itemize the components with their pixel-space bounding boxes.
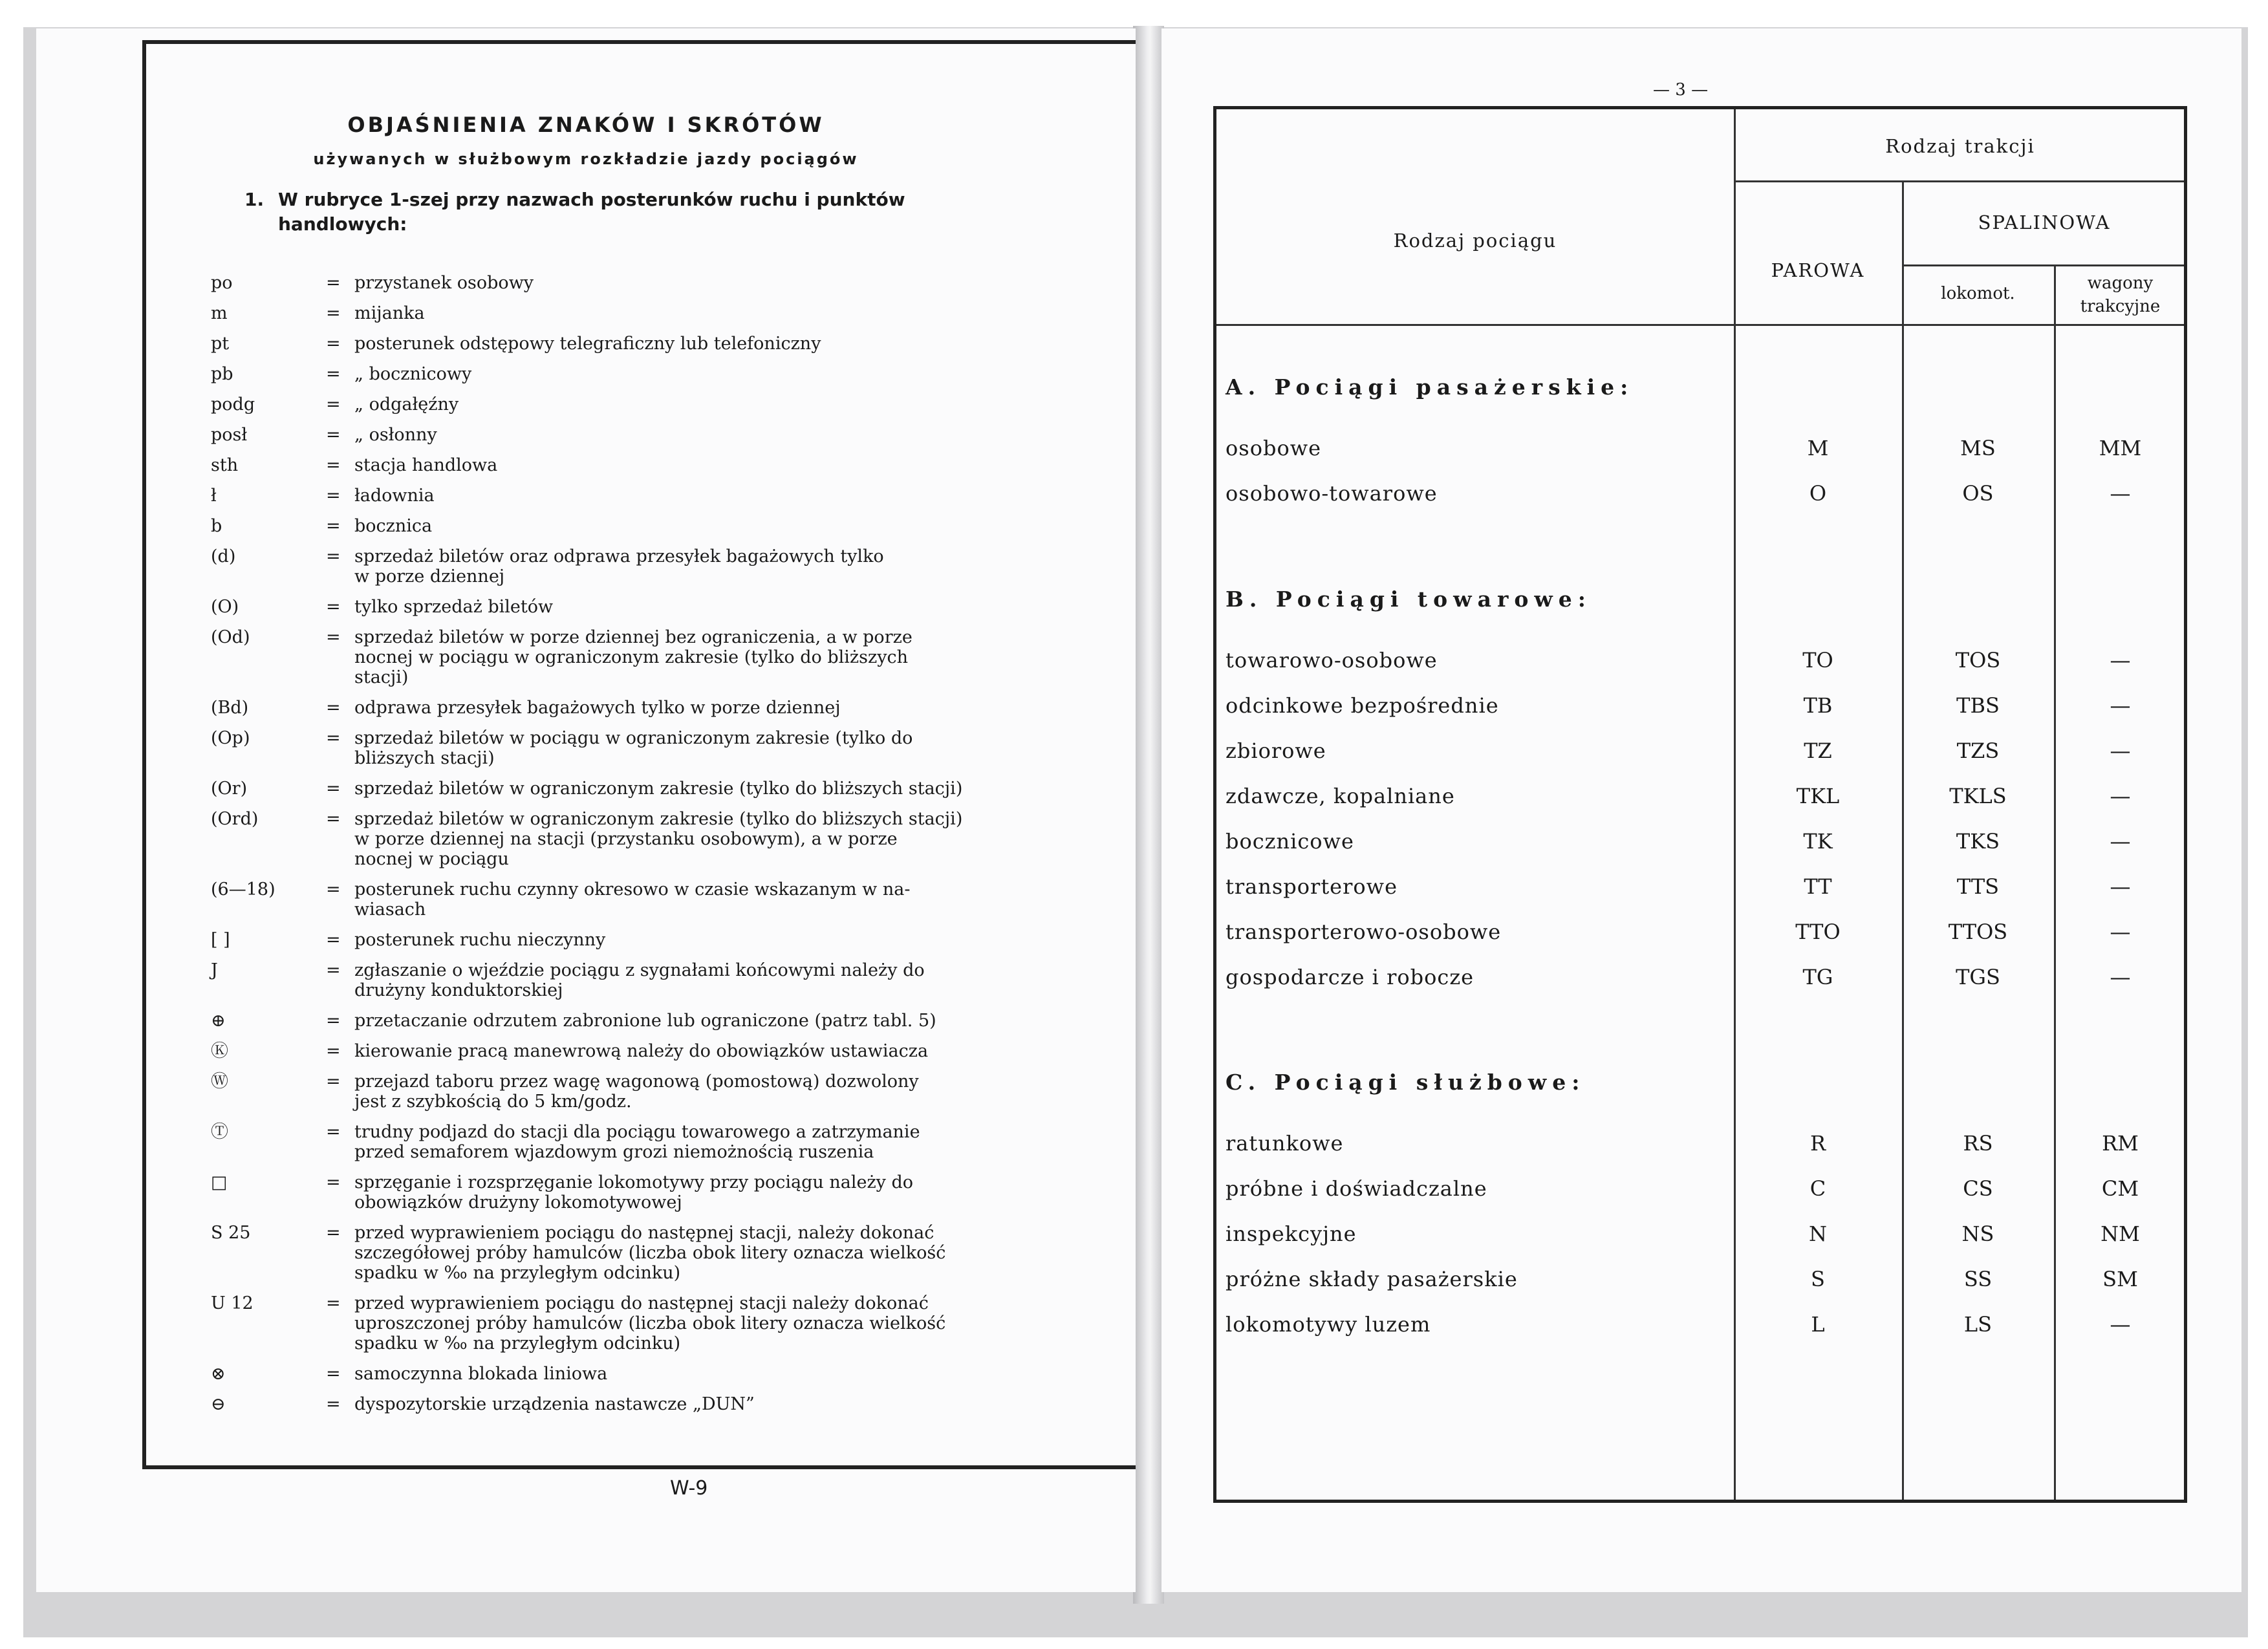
abbreviation-meaning xyxy=(354,334,1118,354)
equals-sign: = xyxy=(326,1172,341,1192)
abbreviation-meaning xyxy=(354,809,1118,869)
meaning-line: sprzedaż biletów oraz odprawa przesyłek bagażowych tylko xyxy=(354,546,884,566)
meaning-line: wiasach xyxy=(354,900,426,920)
equals-sign: = xyxy=(326,425,341,445)
abbreviation-meaning xyxy=(354,273,1118,293)
code-wagony: — xyxy=(2110,965,2131,989)
meaning-line: „ bocznicowy xyxy=(354,364,472,384)
code-wagony: — xyxy=(2110,829,2131,854)
meaning-line: przejazd taboru przez wagę wagonową (pomostową) dozwolony xyxy=(354,1072,919,1092)
meaning-line: stacja handlowa xyxy=(354,455,498,475)
abbreviation-entry xyxy=(211,1041,1136,1061)
equals-sign: = xyxy=(326,1223,341,1243)
equals-sign: = xyxy=(326,779,341,799)
abbreviation-key: sth xyxy=(211,455,239,475)
meaning-line: kierowanie pracą manewrową należy do obowiązków ustawiacza xyxy=(354,1041,929,1061)
abbreviation-meaning xyxy=(354,516,1118,536)
left-page-subtitle: używanych w służbowym rozkładzie jazdy pociągów xyxy=(313,150,859,168)
abbreviation-key: U 12 xyxy=(211,1293,254,1313)
abbreviation-entry xyxy=(211,394,1136,415)
code-parowa: L xyxy=(1811,1312,1825,1337)
train-type-name: osobowo-towarowe xyxy=(1226,481,1438,506)
code-lokomot: MS xyxy=(1960,436,1996,460)
code-lokomot: TKLS xyxy=(1949,784,2007,808)
code-lokomot: TTS xyxy=(1956,874,2000,899)
left-page xyxy=(36,28,1136,1592)
abbreviation-meaning xyxy=(354,1223,1118,1283)
abbreviation-meaning xyxy=(354,1293,1118,1353)
meaning-line: w porze dziennej xyxy=(354,566,505,587)
section-title: C. Pociągi służbowe: xyxy=(1226,1070,1586,1095)
code-wagony: MM xyxy=(2099,436,2142,460)
meaning-line: sprzedaż biletów w ograniczonym zakresie (tylko do bliższych stacji) xyxy=(354,809,963,829)
equals-sign: = xyxy=(326,809,341,829)
abbreviation-key: podg xyxy=(211,394,255,415)
equals-sign: = xyxy=(326,1041,341,1061)
meaning-line: posterunek ruchu nieczynny xyxy=(354,930,606,950)
code-lokomot: TGS xyxy=(1956,965,2000,989)
abbreviation-key: Ⓦ xyxy=(211,1072,228,1092)
abbreviation-entry xyxy=(211,809,1136,869)
code-lokomot: TBS xyxy=(1956,693,2000,718)
code-parowa: R xyxy=(1809,1131,1826,1156)
code-lokomot: CS xyxy=(1963,1176,1993,1201)
equals-sign: = xyxy=(326,1394,341,1414)
abbreviation-entry xyxy=(211,546,1136,587)
code-parowa: TT xyxy=(1804,874,1832,899)
meaning-line: jest z szybkością do 5 km/godz. xyxy=(354,1092,632,1112)
abbreviation-entry xyxy=(211,1011,1136,1031)
abbreviation-entry xyxy=(211,516,1136,536)
abbreviation-key: (Ord) xyxy=(211,809,259,829)
code-lokomot: TZS xyxy=(1956,738,2000,763)
code-lokomot: SS xyxy=(1963,1267,1993,1291)
code-parowa: TKL xyxy=(1796,784,1840,808)
section-title: A. Pociągi pasażerskie: xyxy=(1226,374,1634,400)
train-type-name: ratunkowe xyxy=(1226,1131,1344,1156)
meaning-line: samoczynna blokada liniowa xyxy=(354,1364,608,1384)
table-hline xyxy=(1734,180,2184,182)
code-wagony: — xyxy=(2110,920,2131,944)
abbreviation-key: Ⓚ xyxy=(211,1041,228,1061)
abbreviation-meaning xyxy=(354,960,1118,1000)
train-type-name: transporterowo-osobowe xyxy=(1226,920,1502,944)
code-parowa: C xyxy=(1809,1176,1826,1201)
abbreviation-key: m xyxy=(211,303,228,323)
meaning-line: przystanek osobowy xyxy=(354,273,534,293)
meaning-line: sprzęganie i rozsprzęganie lokomotywy przy pociągu należy do xyxy=(354,1172,914,1192)
meaning-line: stacji) xyxy=(354,667,409,687)
code-wagony: — xyxy=(2110,481,2131,506)
code-wagony: RM xyxy=(2102,1131,2139,1156)
abbreviation-entry xyxy=(211,425,1136,445)
meaning-line: drużyny konduktorskiej xyxy=(354,980,563,1000)
intro-number: 1. xyxy=(244,189,265,210)
equals-sign: = xyxy=(326,1293,341,1313)
meaning-line: przed semaforem wjazdowym grozi niemożnością ruszenia xyxy=(354,1142,874,1162)
equals-sign: = xyxy=(326,546,341,566)
code-lokomot: RS xyxy=(1963,1131,1993,1156)
code-parowa: TK xyxy=(1803,829,1833,854)
meaning-line: ładownia xyxy=(354,486,435,506)
abbreviation-key: ł xyxy=(211,486,217,506)
equals-sign: = xyxy=(326,627,341,647)
abbreviation-entry xyxy=(211,455,1136,475)
code-parowa: TZ xyxy=(1804,738,1832,763)
equals-sign: = xyxy=(326,455,341,475)
code-lokomot: LS xyxy=(1963,1312,1993,1337)
book-gutter xyxy=(1133,26,1164,1604)
meaning-line: posterunek odstępowy telegraficzny lub telefoniczny xyxy=(354,334,821,354)
abbreviation-entry xyxy=(211,698,1136,718)
footer-mark: W-9 xyxy=(670,1477,708,1500)
meaning-line: spadku w ‰ na przyległym odcinku) xyxy=(354,1263,681,1283)
abbreviation-key: (6—18) xyxy=(211,879,275,900)
equals-sign: = xyxy=(326,1011,341,1031)
meaning-line: szczegółowej próby hamulców (liczba obok litery oznacza wielkość xyxy=(354,1243,946,1263)
abbreviation-meaning xyxy=(354,627,1118,687)
abbreviation-entry xyxy=(211,1364,1136,1384)
code-wagony: — xyxy=(2110,784,2131,808)
code-parowa: S xyxy=(1811,1267,1825,1291)
abbreviation-meaning xyxy=(354,1172,1118,1212)
train-type-name: inspekcyjne xyxy=(1226,1222,1357,1246)
equals-sign: = xyxy=(326,516,341,536)
equals-sign: = xyxy=(326,394,341,415)
meaning-line: nocnej w pociągu xyxy=(354,849,509,869)
code-parowa: TO xyxy=(1802,648,1833,673)
abbreviation-key: J xyxy=(211,960,218,980)
code-lokomot: TTOS xyxy=(1948,920,2008,944)
intro-text: W rubryce 1-szej przy nazwach posterunków ruchu i punktów xyxy=(278,189,905,210)
train-type-name: gospodarcze i robocze xyxy=(1226,965,1474,989)
abbreviation-meaning xyxy=(354,1364,1118,1384)
abbreviation-meaning xyxy=(354,1041,1118,1061)
abbreviation-entry xyxy=(211,627,1136,687)
code-lokomot: OS xyxy=(1962,481,1994,506)
left-page-title: OBJAŚNIENIA ZNAKÓW I SKRÓTÓW xyxy=(347,113,825,137)
abbreviation-key: posł xyxy=(211,425,248,445)
train-type-name: towarowo-osobowe xyxy=(1226,648,1438,673)
abbreviation-entry xyxy=(211,879,1136,920)
meaning-line: dyspozytorskie urządzenia nastawcze „DUN” xyxy=(354,1394,755,1414)
right-page xyxy=(1161,28,2241,1592)
meaning-line: bliższych stacji) xyxy=(354,748,495,768)
abbreviation-meaning xyxy=(354,930,1118,950)
meaning-line: przetaczanie odrzutem zabronione lub ograniczone (patrz tabl. 5) xyxy=(354,1011,936,1031)
code-lokomot: TKS xyxy=(1956,829,2000,854)
code-wagony: — xyxy=(2110,693,2131,718)
train-type-table xyxy=(1213,106,2187,1503)
meaning-line: „ osłonny xyxy=(354,425,437,445)
abbreviation-meaning xyxy=(354,394,1118,415)
train-type-name: osobowe xyxy=(1226,436,1322,460)
meaning-line: odprawa przesyłek bagażowych tylko w porze dziennej xyxy=(354,698,841,718)
abbreviation-key: [ ] xyxy=(211,930,230,950)
abbreviation-entry xyxy=(211,364,1136,384)
abbreviation-key: ⊗ xyxy=(211,1364,226,1384)
abbreviation-meaning xyxy=(354,1011,1118,1031)
equals-sign: = xyxy=(326,879,341,900)
abbreviation-key: pb xyxy=(211,364,233,384)
abbreviation-entry xyxy=(211,1172,1136,1212)
abbreviation-meaning xyxy=(354,425,1118,445)
meaning-line: przed wyprawieniem pociągu do następnej stacji należy dokonać xyxy=(354,1293,929,1313)
meaning-line: trudny podjazd do stacji dla pociągu towarowego a zatrzymanie xyxy=(354,1122,920,1142)
table-header-bottom xyxy=(1216,324,2184,326)
equals-sign: = xyxy=(326,364,341,384)
abbreviation-entry xyxy=(211,779,1136,799)
abbreviation-key: □ xyxy=(211,1172,228,1192)
abbreviation-key: ⊕ xyxy=(211,1011,226,1031)
train-type-name: próżne składy pasażerskie xyxy=(1226,1267,1518,1291)
header-rodzaj-pociagu: Rodzaj pociągu xyxy=(1393,230,1557,252)
code-wagony: — xyxy=(2110,648,2131,673)
equals-sign: = xyxy=(326,334,341,354)
abbreviation-key: b xyxy=(211,516,222,536)
equals-sign: = xyxy=(326,1122,341,1142)
equals-sign: = xyxy=(326,698,341,718)
abbreviation-key: (d) xyxy=(211,546,236,566)
code-wagony: — xyxy=(2110,874,2131,899)
meaning-line: obowiązków drużyny lokomotywowej xyxy=(354,1192,682,1212)
meaning-line: sprzedaż biletów w porze dziennej bez ograniczenia, a w porze xyxy=(354,627,913,647)
meaning-line: zgłaszanie o wjeździe pociągu z sygnałami końcowymi należy do xyxy=(354,960,925,980)
code-lokomot: NS xyxy=(1961,1222,1994,1246)
code-wagony: — xyxy=(2110,1312,2131,1337)
abbreviation-meaning xyxy=(354,779,1118,799)
meaning-line: sprzedaż biletów w ograniczonym zakresie (tylko do bliższych stacji) xyxy=(354,779,963,799)
header-rodzaj-trakcji: Rodzaj trakcji xyxy=(1885,135,2035,157)
code-parowa: TTO xyxy=(1795,920,1841,944)
header-trakcyjne: trakcyjne xyxy=(2080,297,2161,316)
equals-sign: = xyxy=(326,930,341,950)
code-parowa: TG xyxy=(1802,965,1833,989)
abbreviation-key: (Or) xyxy=(211,779,248,799)
abbreviation-entry xyxy=(211,960,1136,1000)
code-wagony: CM xyxy=(2101,1176,2139,1201)
abbreviation-entry xyxy=(211,334,1136,354)
train-type-name: zbiorowe xyxy=(1226,738,1326,763)
meaning-line: „ odgałęźny xyxy=(354,394,459,415)
abbreviation-entry xyxy=(211,1122,1136,1162)
meaning-line: tylko sprzedaż biletów xyxy=(354,597,554,617)
meaning-line: posterunek ruchu czynny okresowo w czasie wskazanym w na- xyxy=(354,879,911,900)
abbreviation-key: ⊖ xyxy=(211,1394,226,1414)
section-intro xyxy=(244,188,1085,237)
abbreviation-key: po xyxy=(211,273,233,293)
train-type-name: lokomotywy luzem xyxy=(1226,1312,1431,1337)
abbreviation-meaning xyxy=(354,1394,1118,1414)
abbreviation-entry xyxy=(211,930,1136,950)
train-type-name: transporterowe xyxy=(1226,874,1398,899)
meaning-line: w porze dziennej na stacji (przystanku osobowym), a w porze xyxy=(354,829,898,849)
page-number: — 3 — xyxy=(1653,80,1709,100)
code-wagony: NM xyxy=(2101,1222,2140,1246)
abbreviation-meaning xyxy=(354,698,1118,718)
code-wagony: SM xyxy=(2102,1267,2138,1291)
abbreviation-entry xyxy=(211,728,1136,768)
equals-sign: = xyxy=(326,1072,341,1092)
code-lokomot: TOS xyxy=(1955,648,2001,673)
abbreviation-key: (Op) xyxy=(211,728,250,748)
equals-sign: = xyxy=(326,273,341,293)
equals-sign: = xyxy=(326,486,341,506)
meaning-line: przed wyprawieniem pociągu do następnej stacji, należy dokonać xyxy=(354,1223,934,1243)
abbreviation-meaning xyxy=(354,1072,1118,1112)
abbreviation-meaning xyxy=(354,364,1118,384)
header-lokomot: lokomot. xyxy=(1941,284,2015,303)
abbreviation-entry xyxy=(211,1072,1136,1112)
header-parowa: PAROWA xyxy=(1771,259,1865,281)
abbreviation-key: Ⓣ xyxy=(211,1122,228,1142)
abbreviation-key: (O) xyxy=(211,597,239,617)
abbreviation-entry xyxy=(211,597,1136,617)
intro-text-continued: handlowych: xyxy=(278,213,407,235)
section-title: B. Pociągi towarowe: xyxy=(1226,587,1592,612)
code-parowa: M xyxy=(1807,436,1829,460)
abbreviation-entry xyxy=(211,1394,1136,1414)
train-type-name: bocznicowe xyxy=(1226,829,1354,854)
abbreviation-key: pt xyxy=(211,334,230,354)
code-parowa: N xyxy=(1809,1222,1827,1246)
meaning-line: sprzedaż biletów w pociągu w ograniczonym zakresie (tylko do xyxy=(354,728,913,748)
equals-sign: = xyxy=(326,1364,341,1384)
table-hline xyxy=(1902,264,2184,266)
abbreviation-entry xyxy=(211,1223,1136,1283)
meaning-line: nocnej w pociągu w ograniczonym zakresie (tylko do bliższych xyxy=(354,647,908,667)
abbreviation-meaning xyxy=(354,455,1118,475)
equals-sign: = xyxy=(326,303,341,323)
abbreviation-entry xyxy=(211,486,1136,506)
abbreviation-entry xyxy=(211,273,1136,293)
abbreviation-meaning xyxy=(354,303,1118,323)
header-spalinowa: SPALINOWA xyxy=(1978,211,2111,233)
train-type-name: próbne i doświadczalne xyxy=(1226,1176,1487,1201)
abbreviation-entry xyxy=(211,303,1136,323)
abbreviation-entry xyxy=(211,1293,1136,1353)
abbreviation-meaning xyxy=(354,486,1118,506)
equals-sign: = xyxy=(326,728,341,748)
abbreviation-key: (Od) xyxy=(211,627,250,647)
abbreviation-meaning xyxy=(354,597,1118,617)
abbreviation-meaning xyxy=(354,879,1118,920)
abbreviation-meaning xyxy=(354,728,1118,768)
abbreviation-meaning xyxy=(354,546,1118,587)
code-parowa: O xyxy=(1809,481,1827,506)
meaning-line: bocznica xyxy=(354,516,433,536)
abbreviation-key: S 25 xyxy=(211,1223,251,1243)
equals-sign: = xyxy=(326,960,341,980)
meaning-line: spadku w ‰ na przyległym odcinku) xyxy=(354,1333,681,1353)
meaning-line: mijanka xyxy=(354,303,425,323)
train-type-name: odcinkowe bezpośrednie xyxy=(1226,693,1499,718)
abbreviation-key: (Bd) xyxy=(211,698,249,718)
equals-sign: = xyxy=(326,597,341,617)
header-wagony: wagony xyxy=(2087,274,2154,293)
meaning-line: uproszczonej próby hamulców (liczba obok litery oznacza wielkość xyxy=(354,1313,946,1333)
code-wagony: — xyxy=(2110,738,2131,763)
code-parowa: TB xyxy=(1803,693,1833,718)
abbreviation-meaning xyxy=(354,1122,1118,1162)
train-type-name: zdawcze, kopalniane xyxy=(1226,784,1455,808)
